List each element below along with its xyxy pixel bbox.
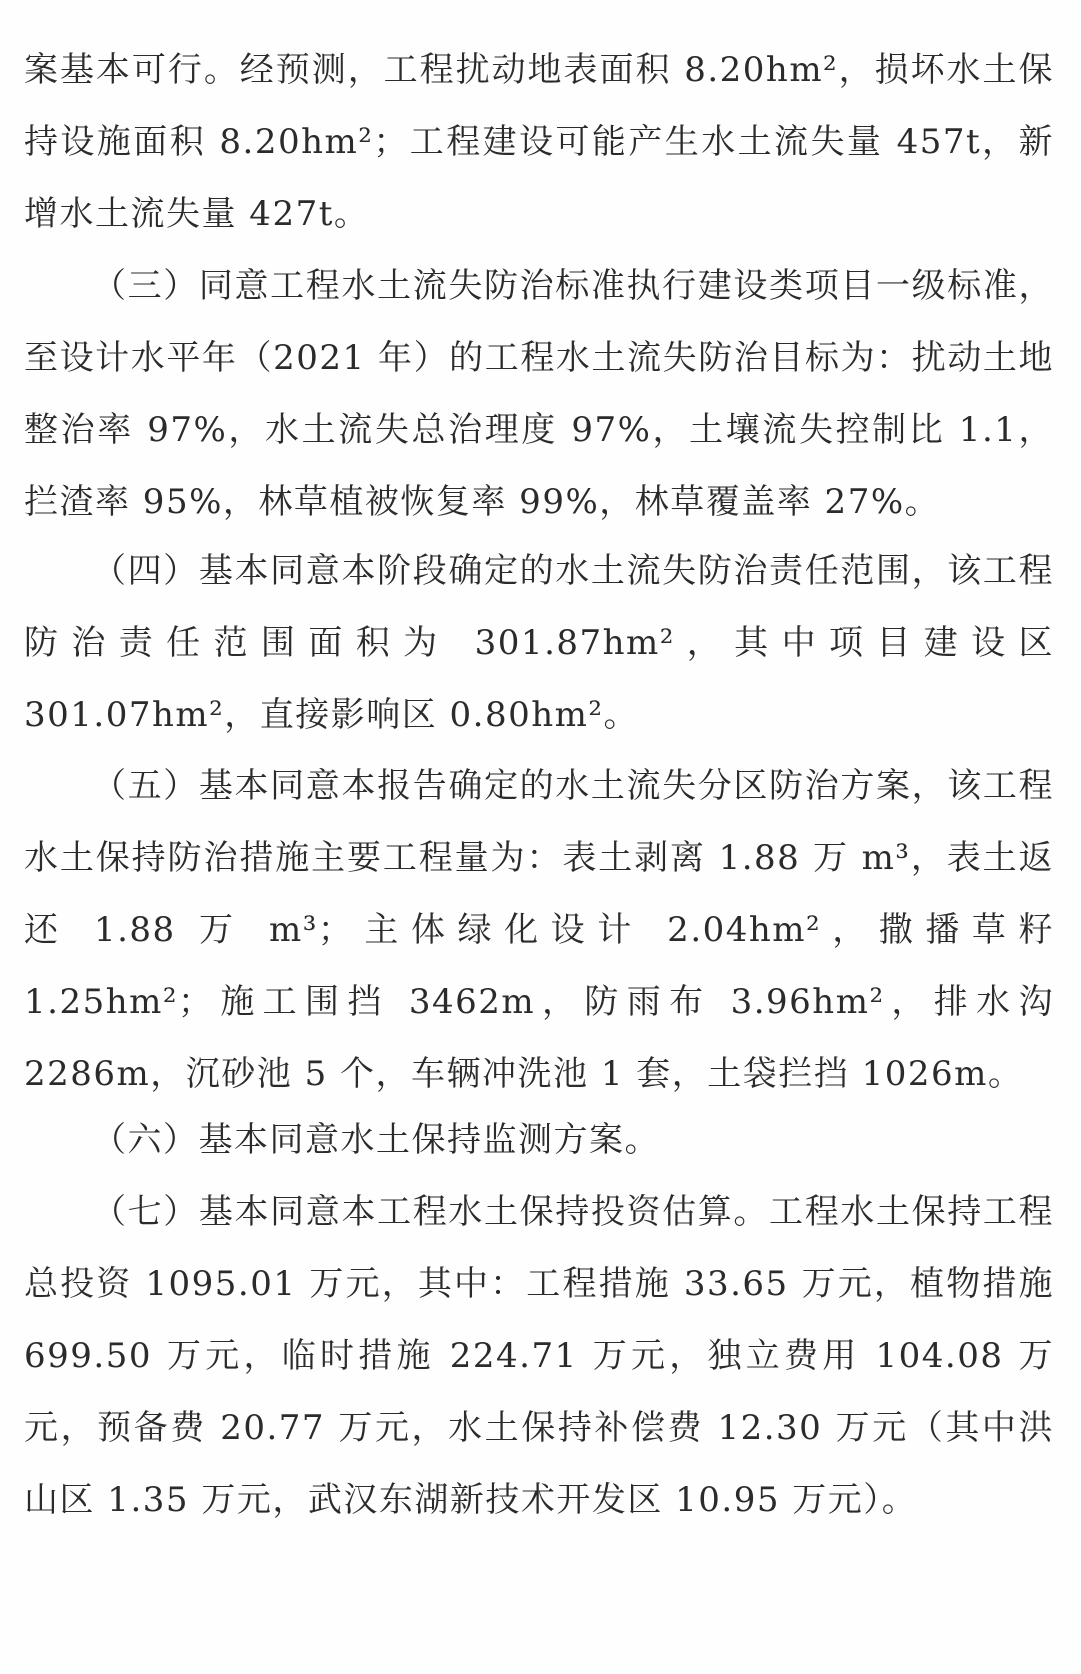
paragraph-section-7-investment-estimate: （七）基本同意本工程水土保持投资估算。工程水土保持工程总投资 1095.01 万元，其中：工程措施 33.65 万元，植物措施 699.50 万元，临时措施 224.71 万元，独立费用 104.08 万元，预备费 20.77 万元，水土保持补偿费 12.30 万元（其中洪山区 1.35 万元，武汉东湖新技术开发区 10.95 万元）。 [24,1192,1054,1520]
paragraph-section-4-responsibility-scope: （四）基本同意本阶段确定的水土流失防治责任范围，该工程防治责任范围面积为 301.87hm²，其中项目建设区 301.07hm²，直接影响区 0.80hm²。 [24,551,1054,735]
paragraph-forecast-continuation: 案基本可行。经预测，工程扰动地表面积 8.20hm²，损坏水土保持设施面积 8.20hm²；工程建设可能产生水土流失量 457t，新增水土流失量 427t。 [24,50,1054,234]
paragraph-section-3-prevention-standard: （三）同意工程水土流失防治标准执行建设类项目一级标准，至设计水平年（2021 年）的工程水土流失防治目标为：扰动土地整治率 97%，水土流失总治理度 97%，土壤流失控制比 1.1，拦渣率 95%，林草植被恢复率 99%，林草覆盖率 27%。 [24,266,1054,522]
paragraph-section-6-monitoring-plan: （六）基本同意水土保持监测方案。 [92,1120,660,1160]
paragraph-section-5-prevention-plan: （五）基本同意本报告确定的水土流失分区防治方案，该工程水土保持防治措施主要工程量为：表土剥离 1.88 万 m³，表土返还 1.88 万 m³；主体绿化设计 2.04hm²，撒播草籽 1.25hm²；施工围挡 3462m，防雨布 3.96hm²，排水沟 2286m，沉砂池 5 个，车辆冲洗池 1 套，土袋拦挡 1026m。 [24,766,1054,1094]
